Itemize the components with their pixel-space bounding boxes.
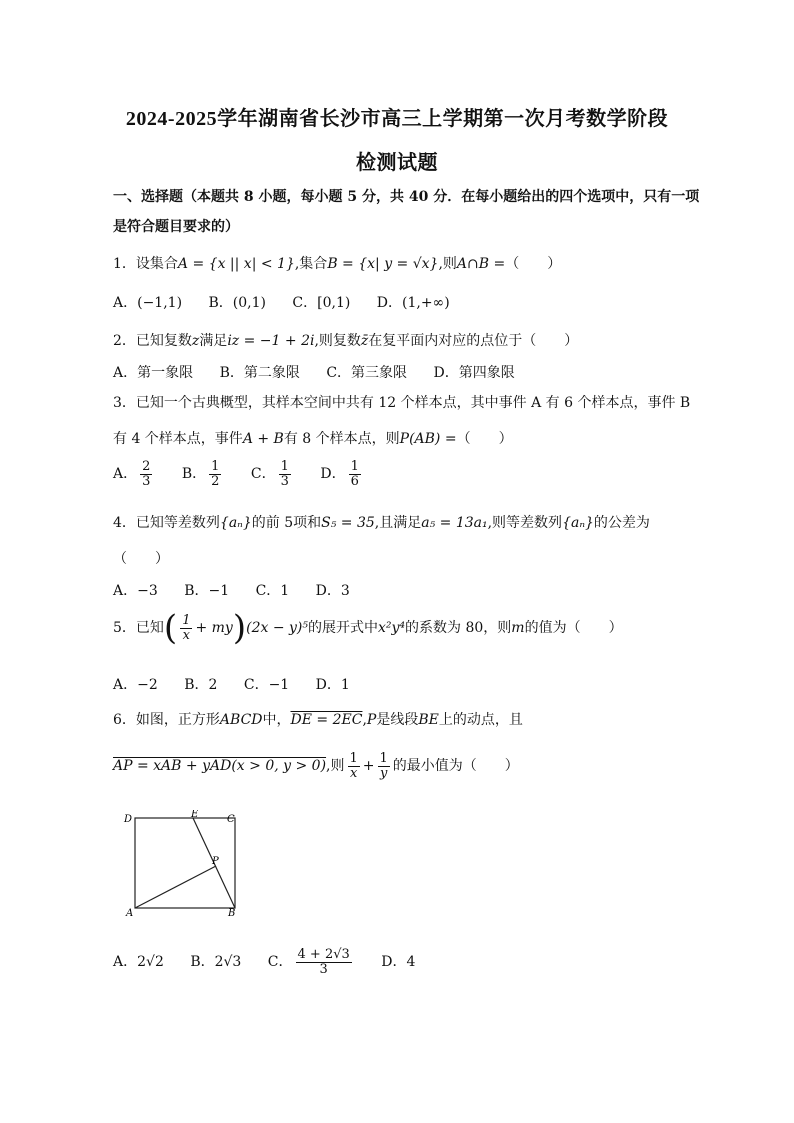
question-3-options: [113, 460, 386, 488]
option-c: C．1: [255, 583, 290, 599]
option-b: B．第二象限: [219, 365, 300, 381]
section-heading-cont: 是符合题目要求的）: [113, 219, 239, 235]
option-c: C．−1: [243, 677, 290, 693]
option-d: D．第四象限: [433, 365, 515, 381]
question-3: 3．已知一个古典概型，其样本空间中共有 12 个样本点，其中事件 A 有 6 个样本点，事件 B: [113, 395, 691, 411]
question-3-cont: 有 4 个样本点，事件A + B有 8 个样本点，则P(AB) =（ ）: [113, 431, 513, 447]
option-d: D．(1,+∞): [376, 295, 450, 311]
question-2: 2．已知复数z满足iz = −1 + 2i,则复数z̄在复平面内对应的点位于（ ）: [113, 333, 579, 349]
question-6-cont: AP = xAB + yAD(x > 0, y > 0),则 $\frac{1}{x}$ + $\frac{1}{y}$ 的最小值为（ ）: [113, 751, 519, 781]
question-4-paren: （ ）: [113, 551, 169, 567]
question-1-options: [113, 292, 472, 312]
option-c: C．第三象限: [326, 365, 408, 381]
option-c: C． $\frac{4 + 2√3}{3}$: [267, 947, 350, 977]
label-p: P: [212, 856, 219, 867]
label-e: E: [191, 810, 199, 820]
option-d: D．3: [315, 583, 350, 599]
option-b: B．2√3: [190, 954, 242, 971]
label-d: D: [124, 814, 133, 825]
option-a: A．−3: [113, 583, 158, 599]
question-2-options: [113, 362, 537, 382]
question-1: 1．设集合A = {x || x| < 1},集合B = {x| y = √x},则A∩B =（ ）: [113, 256, 562, 272]
option-c: C．[0,1): [292, 295, 351, 311]
option-b: B．2: [184, 677, 218, 693]
question-6: 6．如图，正方形ABCD中，DE = 2EC,P是线段BE上的动点，且: [113, 712, 523, 728]
option-a: A． $\frac{2}{3}$: [113, 459, 151, 489]
option-c: C． $\frac{1}{3}$: [250, 459, 289, 489]
option-a: A．第一象限: [113, 365, 194, 381]
option-b: B． $\frac{1}{2}$: [181, 459, 220, 489]
square-figure: [120, 810, 250, 920]
label-c: C: [227, 814, 235, 825]
label-a: A: [126, 908, 134, 919]
document-title-line1: 2024-2025学年湖南省长沙市高三上学期第一次月考数学阶段: [125, 108, 669, 130]
option-b: B．(0,1): [208, 295, 266, 311]
question-4-options: [113, 580, 372, 600]
option-a: A．(−1,1): [113, 295, 183, 311]
option-d: D． $\frac{1}{6}$: [320, 459, 359, 489]
square-abcd: [135, 818, 235, 908]
option-b: B．−1: [184, 583, 230, 599]
question-5: 5．已知( $\frac{1}{x}$ + my)(2x − y)⁵的展开式中x²y⁴的系数为 80，则m的值为（ ）: [113, 608, 623, 648]
option-a: A．−2: [113, 677, 158, 693]
question-5-options: [113, 674, 372, 694]
option-a: A．2√2: [113, 954, 164, 971]
document-title-line2: 检测试题: [356, 152, 438, 174]
label-b: B: [228, 908, 236, 919]
question-4: 4．已知等差数列{aₙ}的前 5项和S₅ = 35,且满足a₅ = 13a₁,则等差数列{aₙ}的公差为: [113, 515, 650, 531]
question-6-options: [113, 948, 437, 976]
option-d: D．1: [315, 677, 350, 693]
segment-ap: [135, 866, 216, 908]
section-heading: 一、选择题（本题共 8 小题，每小题 5 分，共 40 分．在每小题给出的四个选项中，只有一项: [113, 189, 700, 205]
option-d: D．4: [381, 954, 416, 971]
